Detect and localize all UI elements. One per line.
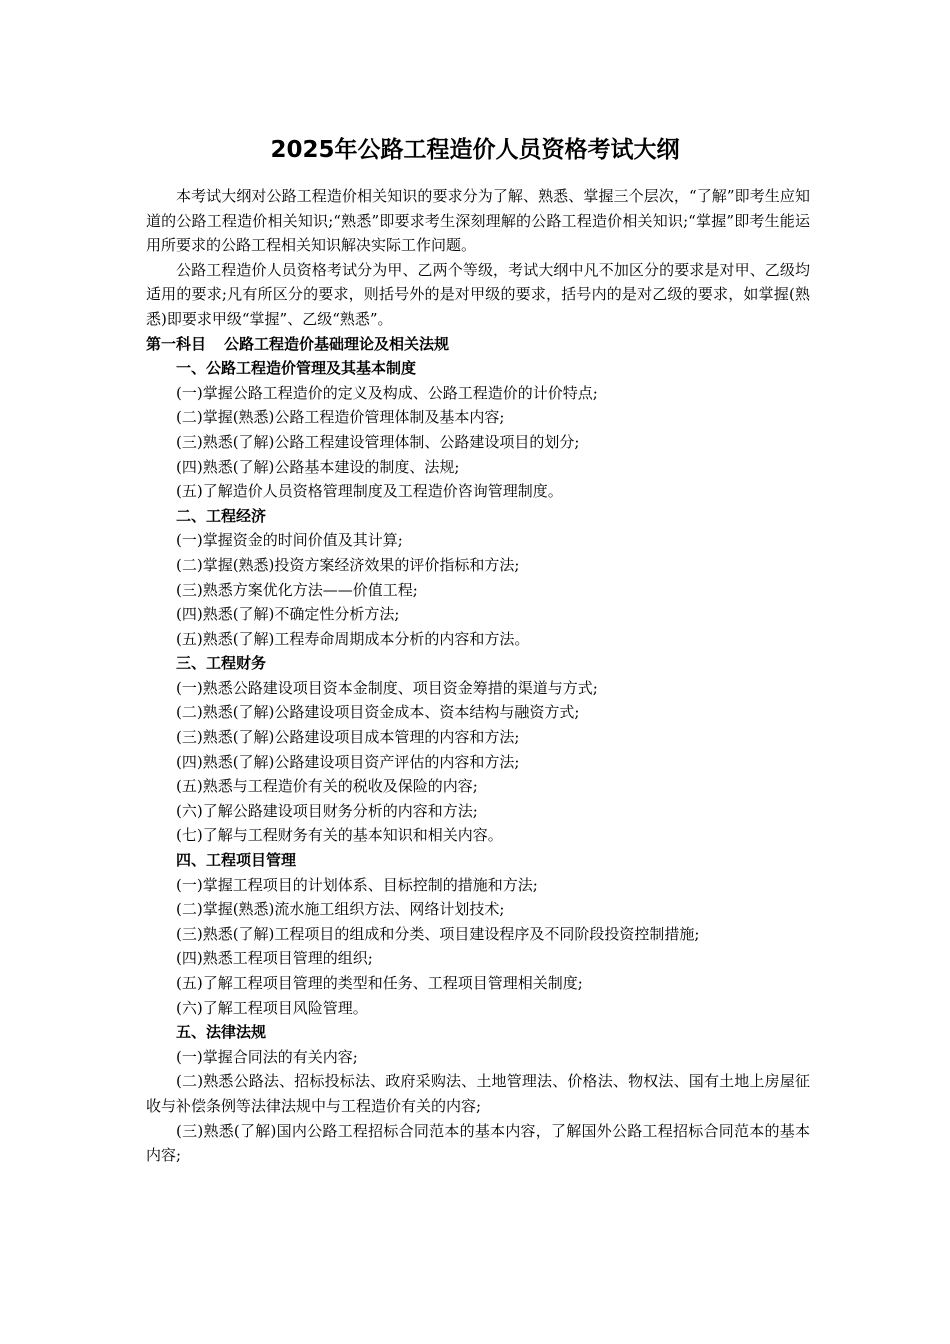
list-item: (一)掌握资金的时间价值及其计算; [176, 531, 403, 550]
list-item: (三)熟悉(了解)国内公路工程招标合同范本的基本内容，了解国外公路工程招标合同范本的基本内容; [146, 1121, 810, 1165]
list-item: (二)熟悉公路法、招标投标法、政府采购法、土地管理法、价格法、物权法、国有土地上房屋征收与补偿条例等法律法规中与工程造价有关的内容; [146, 1072, 810, 1115]
list-item: (二)掌握(熟悉)公路工程造价管理体制及基本内容; [176, 408, 505, 427]
document-title: 2025年公路工程造价人员资格考试大纲 [270, 137, 680, 163]
section-heading: 五、法律法规 [176, 1023, 267, 1042]
list-item: (三)熟悉(了解)公路建设项目成本管理的内容和方法; [176, 728, 520, 747]
list-item: (四)熟悉(了解)不确定性分析方法; [176, 605, 400, 624]
list-item: (四)熟悉(了解)公路基本建设的制度、法规; [176, 457, 460, 476]
intro-paragraph-2: 公路工程造价人员资格考试分为甲、乙两个等级，考试大纲中凡不加区分的要求是对甲、乙级均适用的要求;凡有所区分的要求，则括号外的是对甲级的要求，括号内的是对乙级的要求，如掌握(熟悉)即要求甲级“掌握”、乙级“熟悉”。 [146, 260, 810, 328]
list-item: (一)掌握合同法的有关内容; [176, 1047, 358, 1066]
intro-paragraph-1: 本考试大纲对公路工程造价相关知识的要求分为了解、熟悉、掌握三个层次，“了解”即考生应知道的公路工程造价相关知识;“熟悉”即要求考生深刻理解的公路工程造价相关知识;“掌握”即考生能运用所要求的公路工程相关知识解决实际工作问题。 [146, 187, 810, 255]
section-heading: 二、工程经济 [176, 506, 267, 525]
list-item: (二)掌握(熟悉)流水施工组织方法、网络计划技术; [176, 900, 505, 919]
list-item: (四)熟悉(了解)公路建设项目资产评估的内容和方法; [176, 752, 520, 771]
list-item: (二)熟悉(了解)公路建设项目资金成本、资本结构与融资方式; [176, 703, 580, 722]
list-item: (五)了解造价人员资格管理制度及工程造价咨询管理制度。 [176, 482, 563, 501]
list-item: (六)了解工程项目风险管理。 [176, 998, 368, 1017]
document-body [146, 184, 810, 1168]
list-item: (七)了解与工程财务有关的基本知识和相关内容。 [176, 826, 503, 845]
subject-number: 第一科目 [146, 334, 207, 353]
list-item: (一)掌握工程项目的计划体系、目标控制的措施和方法; [176, 875, 538, 894]
list-item: (五)熟悉与工程造价有关的税收及保险的内容; [176, 777, 478, 796]
list-item: (三)熟悉方案优化方法——价值工程; [176, 580, 418, 599]
list-item: (三)熟悉(了解)工程项目的组成和分类、项目建设程序及不同阶段投资控制措施; [176, 924, 700, 943]
list-item: (六)了解公路建设项目财务分析的内容和方法; [176, 801, 478, 820]
list-item: (一)掌握公路工程造价的定义及构成、公路工程造价的计价特点; [176, 383, 598, 402]
section-heading: 三、工程财务 [176, 654, 267, 673]
list-item: (四)熟悉工程项目管理的组织; [176, 949, 373, 968]
subject-heading [146, 332, 810, 357]
list-item: (一)熟悉公路建设项目资本金制度、项目资金筹措的渠道与方式; [176, 678, 598, 697]
list-item: (五)了解工程项目管理的类型和任务、工程项目管理相关制度; [176, 974, 583, 992]
section-heading: 四、工程项目管理 [176, 851, 297, 870]
list-item: (二)掌握(熟悉)投资方案经济效果的评价指标和方法; [176, 555, 520, 574]
section-heading: 一、公路工程造价管理及其基本制度 [176, 359, 417, 378]
subject-name: 公路工程造价基础理论及相关法规 [224, 334, 450, 353]
list-item: (三)熟悉(了解)公路工程建设管理体制、公路建设项目的划分; [176, 432, 580, 451]
list-item: (五)熟悉(了解)工程寿命周期成本分析的内容和方法。 [176, 629, 530, 648]
